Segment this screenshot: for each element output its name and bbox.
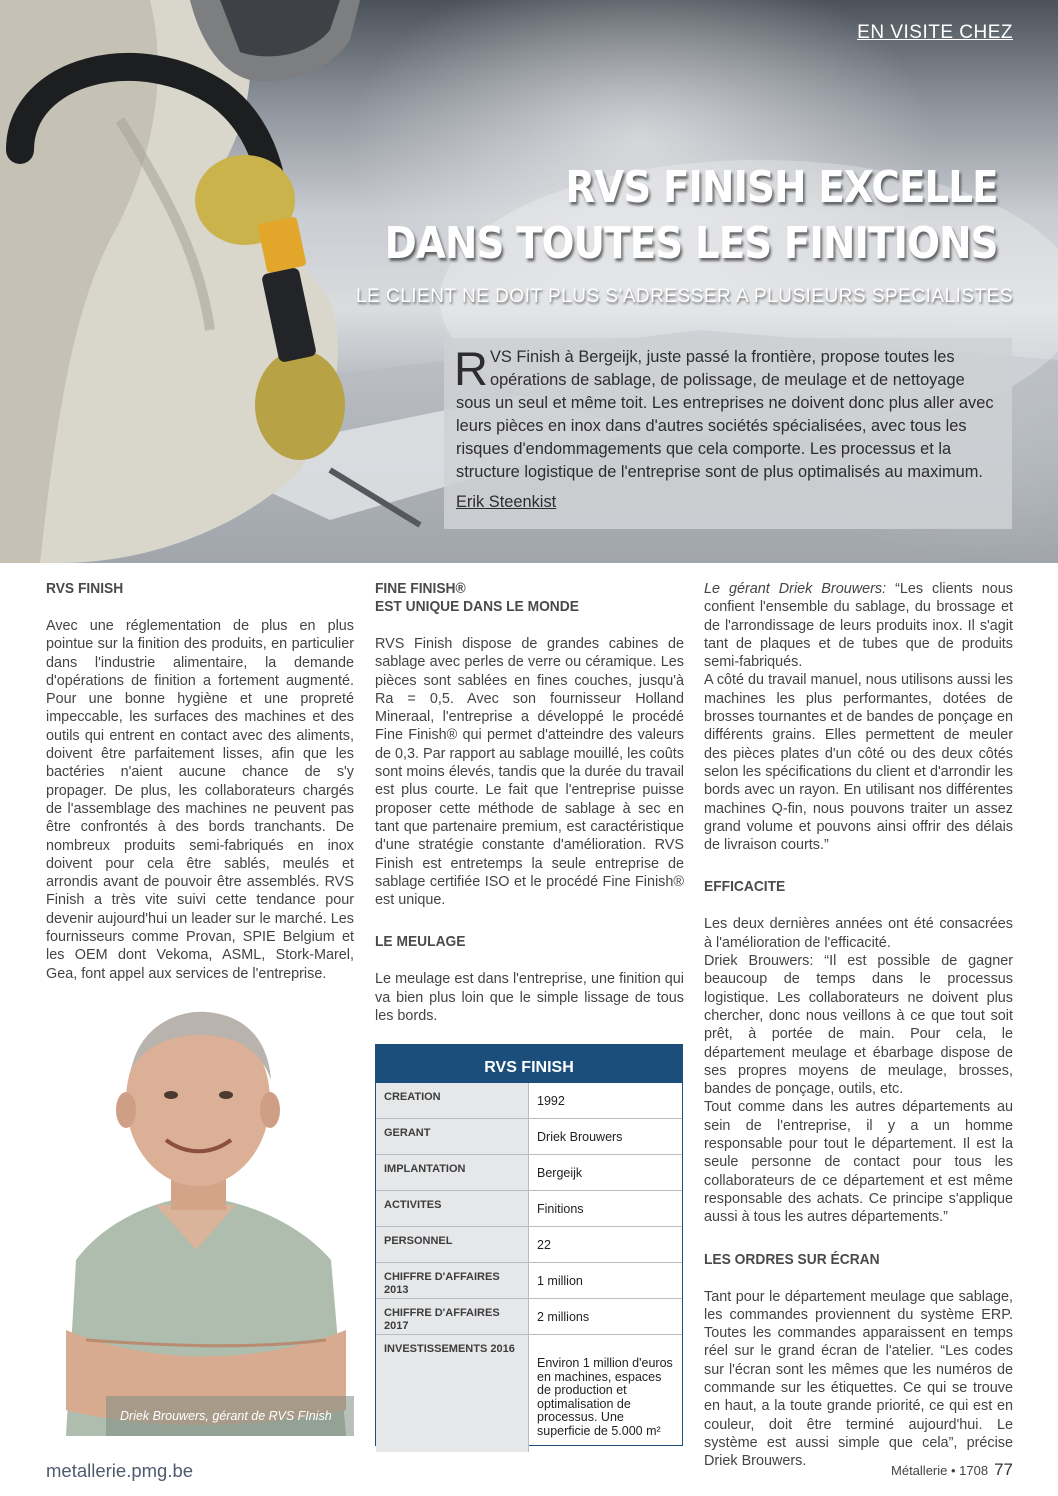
column-3-body-1b: Driek Brouwers: “Il est possible de gagner beaucoup de temps dans le processus logistique. Les collaborateurs ne doivent plus chercher, donc nous veillons à ce que tout soit prêt, à portée de main. Pour cela, le département meulage et ébarbage dispose de ses propres moyens de meulage, brosses, bandes de ponçage, outils, etc. bbox=[704, 953, 1013, 1098]
heading-fine-finish bbox=[375, 580, 659, 616]
quote-intro: Le gérant Driek Brouwers: bbox=[704, 581, 887, 597]
fact-label: PERSONNEL bbox=[376, 1227, 528, 1262]
footer-issue bbox=[891, 1460, 1013, 1480]
fact-label: IMPLANTATION bbox=[376, 1155, 528, 1190]
column-2-body-2: Le meulage est dans l'entreprise, une finition qui va bien plus loin que le simple lissage de tous les bords. bbox=[375, 971, 684, 1025]
fact-value: Finitions bbox=[528, 1191, 682, 1226]
footer-website-link[interactable]: metallerie.pmg.be bbox=[46, 1460, 194, 1481]
fact-label: CHIFFRE D'AFFAIRES 2013 bbox=[376, 1263, 528, 1298]
drop-cap: R bbox=[454, 342, 488, 395]
fact-value: 2 millions bbox=[528, 1299, 682, 1334]
fact-value: Bergeijk bbox=[528, 1155, 682, 1190]
subtitle: LE CLIENT NE DOIT PLUS S'ADRESSER A PLUSIEURS SPECIALISTES bbox=[355, 286, 1013, 307]
fact-value: Environ 1 million d'euros en machines, espaces de production et optimalisation de processus. Une superficie de 5.000 m² bbox=[528, 1335, 682, 1452]
column-3-quote-1 bbox=[704, 580, 1013, 671]
column-2 bbox=[375, 580, 684, 1025]
portrait-illustration bbox=[46, 1000, 354, 1436]
lead-box bbox=[444, 338, 1012, 529]
column-3-body-1a: Les deux dernières années ont été consacrées à l'amélioration de l'efficacité. bbox=[704, 916, 1013, 951]
column-3-body-1c: Tout comme dans les autres départements au sein de l'entreprise, il y a un homme responsable pour tout le département. Il est la seule personne de contact pour tous les collaborateurs de ce département et est même responsable des achats. Ce principe s'applique aussi à tous les autres départements.” bbox=[704, 1099, 1013, 1226]
column-2-body-1: RVS Finish dispose de grandes cabines de sablage avec perles de verre ou céramique. Les pièces sont sablées en fines couches, jusqu'à Ra = 0,5. Avec son fournisseur Holland Mineraal, l'entreprise a développé le procédé Fine Finish® qui permet d'atteindre des valeurs de 0,3. Par rapport au sablage mouillé, les coûts sont moins élevés, tandis que la durée du travail est plus courte. Le fait que l'entreprise puisse proposer cette méthode de sablage à sec en tant que partenaire premium, est caractéristique d'une stratégie constante d'amélioration. RVS Finish est entretemps la seule entreprise de sablage certifiée ISO et le procédé Fine Finish® est unique. bbox=[375, 636, 684, 909]
heading-efficacite: EFFICACITE bbox=[704, 878, 786, 896]
fact-label: INVESTISSEMENTS 2016 bbox=[376, 1335, 528, 1452]
heading-rvs-finish: RVS FINISH bbox=[46, 580, 124, 597]
heading-fine-finish-line-2: EST UNIQUE DANS LE MONDE bbox=[375, 598, 579, 615]
fact-box-title: RVS FINISH bbox=[376, 1045, 682, 1083]
fact-row bbox=[376, 1227, 682, 1263]
fact-label: CHIFFRE D'AFFAIRES 2017 bbox=[376, 1299, 528, 1334]
page-number: 77 bbox=[994, 1460, 1013, 1479]
issue-label: Métallerie • 1708 bbox=[891, 1463, 989, 1478]
hero-photo bbox=[0, 0, 1058, 563]
heading-le-meulage: LE MEULAGE bbox=[375, 933, 466, 951]
column-1 bbox=[46, 580, 354, 983]
fact-value: 22 bbox=[528, 1227, 682, 1262]
photo-caption: Driek Brouwers, gérant de RVS FInish bbox=[120, 1409, 332, 1423]
fact-row bbox=[376, 1191, 682, 1227]
fact-value: 1992 bbox=[528, 1083, 682, 1118]
portrait-photo bbox=[46, 1000, 354, 1436]
column-1-body: Avec une réglementation de plus en plus pointue sur la finition des produits, en particulier dans l'industrie alimentaire, la demande d'opérations de finition a fortement augmenté. Pour une bonne hygiène et une propreté impeccable, les surfaces des machines et des outils qui entrent en contact avec des aliments, doivent être parfaitement lisses, afin que les bactéries n'aient aucune chance de s'y propager. De plus, les collaborateurs chargés de l'assemblage des machines ne peuvent pas être confrontés à des bords tranchants. De nombreux produits semi-fabriqués en inox doivent pour cela être sablés, meulés et arrondis avant de pouvoir être assemblés. RVS Finish a très vite suivi cette tendance pour devenir aujourd'hui un leader sur le marché. Les fournisseurs comme Provan, SPIE Belgium et les OEM dont Vekoma, ASML, Stork-Marel, Gea, font appel aux services de l'entreprise. bbox=[46, 618, 354, 982]
fact-row bbox=[376, 1083, 682, 1119]
title-line-2: DANS TOUTES LES FINITIONS bbox=[384, 218, 998, 269]
fact-row bbox=[376, 1263, 682, 1299]
quote-text: “Les clients nous confient l'ensemble du sablage, du brossage et de l'arrondissage de leurs produits inox. Il s'agit tant de plaques et de tubes que de produits semi-fabriqués. bbox=[704, 581, 1013, 671]
column-3 bbox=[704, 580, 1013, 1470]
page-title bbox=[385, 160, 998, 272]
fact-row bbox=[376, 1335, 682, 1452]
author-byline: Erik Steenkist bbox=[456, 493, 557, 511]
fact-value: Driek Brouwers bbox=[528, 1119, 682, 1154]
lead-text: VS Finish à Bergeijk, juste passé la frontière, propose toutes les opérations de sablage, de polissage, de meulage et de nettoyage sous un seul et même toit. Les entreprises ne doivent donc plus aller avec leurs pièces en inox dans d'autres sociétés spécialisées, avec tous les risques d'endommagements que cela comporte. Les processus et la structure logistique de l'entreprise sont de plus optimalisés au maximum. bbox=[456, 348, 994, 481]
column-3-body-2: Tant pour le département meulage que sablage, les commandes proviennent du système ERP. Toutes les commandes apparaissent en temps réel sur le grand écran de l'atelier. “Les codes sur l'écran sont les mêmes que les numéros de commande sur les étiquettes. Ce qui se trouve en haut, a la toute grande priorité, ce qui est en couleur, doit être terminé aujourd'hui. Le système est aussi simple que cela”, précise Driek Brouwers. bbox=[704, 1288, 1013, 1470]
fact-label: ACTIVITES bbox=[376, 1191, 528, 1226]
heading-ordres-sur-ecran: LES ORDRES SUR ÉCRAN bbox=[704, 1250, 880, 1268]
fact-row bbox=[376, 1299, 682, 1335]
fact-label: CREATION bbox=[376, 1083, 528, 1118]
fact-row bbox=[376, 1155, 682, 1191]
column-3-quote-2: A côté du travail manuel, nous utilisons aussi les machines les plus performantes, dotées de brosses tournantes et de bandes de ponçage en différents grains. Elles permettent de meuler des pièces plates d'un côté ou des deux côtés selon les spécifications du client et d'arrondir les bords avec un rayon. En utilisant nos différentes machines Q-fin, nous pouvons traiter un assez grand volume et pouvons ainsi offrir des délais de livraison courts.” bbox=[704, 672, 1013, 854]
section-kicker: EN VISITE CHEZ bbox=[857, 22, 1013, 43]
fact-row bbox=[376, 1119, 682, 1155]
fact-label: GERANT bbox=[376, 1119, 528, 1154]
title-line-1: RVS FINISH EXCELLE bbox=[565, 162, 998, 213]
heading-fine-finish-line-1: FINE FINISH® bbox=[375, 580, 466, 597]
fact-value: 1 million bbox=[528, 1263, 682, 1298]
fact-box bbox=[375, 1044, 683, 1446]
